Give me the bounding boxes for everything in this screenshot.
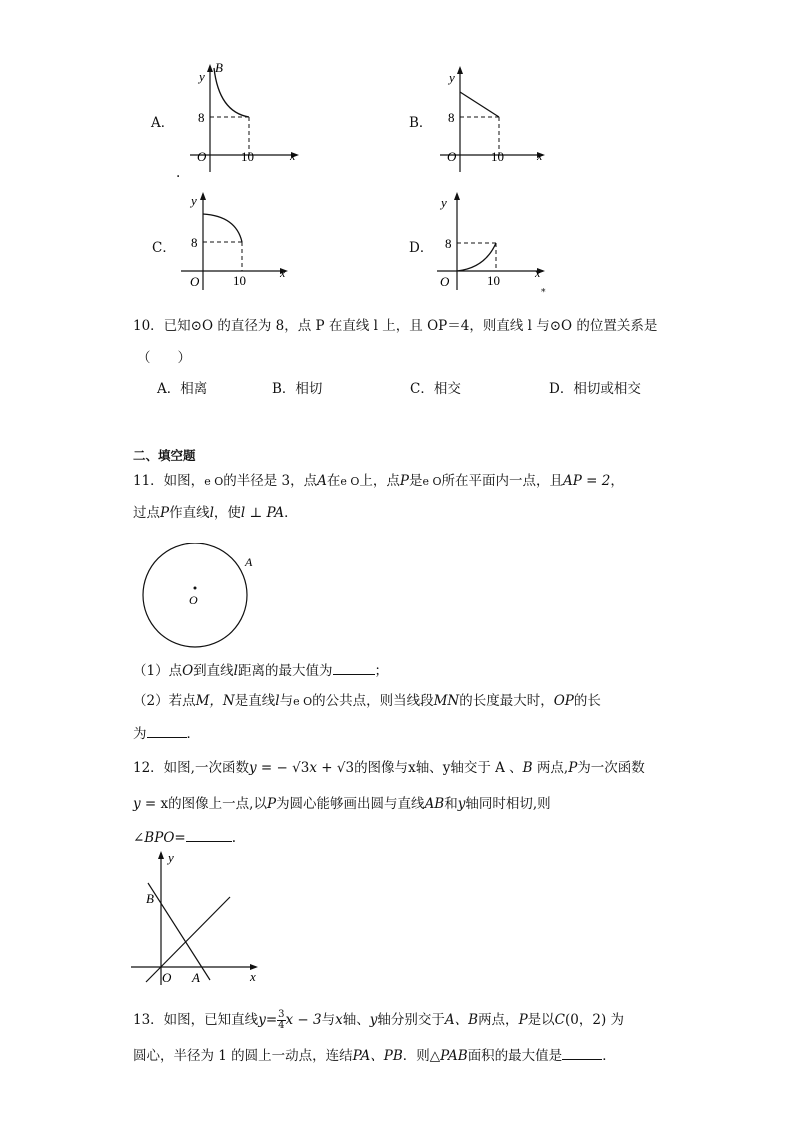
origin-label: O — [190, 274, 200, 289]
q10-choice-d[interactable]: D．相切或相交 — [549, 381, 641, 397]
q10-stem: 10．已知⊙O 的直径为 8，点 P 在直线 l 上，且 OP＝4，则直线 l 与⊙O 的位置关系是 — [133, 318, 658, 334]
q11-line1: 11．如图，e O的半径是 3，点A在e O上，点P是e O所在平面内一点，且AP = 2， — [133, 473, 624, 489]
stray-dot: . — [176, 165, 181, 181]
q10-choice-a[interactable]: A．相离 — [157, 381, 208, 397]
y-tick-label: 8 — [198, 110, 205, 125]
option-a-graph — [185, 60, 305, 180]
q13-line2: 圆心，半径为 1 的圆上一动点，连结PA、PB．则△PAB面积的最大值是 ． — [133, 1045, 616, 1065]
point-a-label: A — [245, 555, 253, 569]
circle-symbol: e O — [293, 695, 313, 708]
center-o-label: O — [189, 593, 198, 607]
option-b-label[interactable]: B． — [409, 115, 433, 131]
axis-y-label: y — [441, 195, 447, 210]
stray-mark: * — [541, 288, 546, 298]
q10-choice-c[interactable]: C．相交 — [410, 381, 461, 397]
q11-sub1: （1）点O到直线l距离的最大值为 ； — [133, 660, 388, 680]
axis-x-label: x — [280, 266, 286, 280]
axis-x-label: x — [537, 149, 543, 163]
q11-sub2: （2）若点M，N是直线l与e O的公共点，则当线段MN的长度最大时，OP的长 — [133, 693, 601, 709]
circle-symbol: e O — [340, 475, 360, 488]
option-d-graph — [435, 186, 555, 296]
origin-label: O — [440, 274, 450, 289]
q10-choice-b[interactable]: B．相切 — [272, 381, 323, 397]
answer-blank[interactable] — [333, 660, 375, 675]
axis-y-label: y — [168, 850, 174, 865]
curve-label: B — [215, 60, 223, 75]
x-tick-label: 10 — [233, 273, 246, 288]
x-tick-label: 10 — [491, 149, 504, 164]
point-a-label: A — [192, 970, 200, 985]
q11-circle-figure — [138, 543, 268, 653]
origin-label: O — [197, 149, 207, 164]
axis-y-label: y — [191, 193, 197, 208]
y-tick-label: 8 — [445, 236, 452, 251]
q13-line1: 13．如图，已知直线y= $\frac{3}{4}$ x − 3与x轴、y轴分别交于A、B两点，P是以C(0，2) 为 — [133, 1009, 625, 1031]
x-tick-label: 10 — [241, 149, 254, 164]
option-b-graph — [435, 60, 555, 180]
answer-blank[interactable] — [186, 827, 232, 842]
section-title: 二、填空题 — [133, 448, 196, 463]
axis-y-label: y — [199, 69, 205, 84]
axis-x-label: x — [535, 266, 541, 280]
option-a-label[interactable]: A． — [151, 115, 175, 131]
circle-symbol: e O — [422, 475, 442, 488]
q12-line3: ∠BPO= . — [133, 827, 236, 847]
point-b-label: B — [146, 891, 154, 906]
option-d-label[interactable]: D． — [409, 240, 434, 256]
answer-blank[interactable] — [147, 723, 187, 738]
y-tick-label: 8 — [448, 110, 455, 125]
q12-figure — [128, 845, 268, 990]
answer-blank[interactable] — [562, 1045, 602, 1060]
q12-line1: 12．如图,一次函数y = − √3x + √3的图像与x轴、y轴交于 A 、B 两点,P为一次函数 — [133, 760, 645, 776]
q10-paren: （ ） — [137, 350, 191, 366]
q11-sub2-cont: 为 ． — [133, 723, 200, 743]
x-tick-label: 10 — [487, 273, 500, 288]
axis-x-label: x — [250, 969, 256, 984]
q12-line2: y = x的图像上一点,以P为圆心能够画出圆与直线AB和y轴同时相切,则 — [133, 796, 551, 812]
axis-x-label: x — [290, 149, 296, 163]
option-c-graph — [178, 186, 298, 296]
fraction: $\frac{3}{4}$ — [278, 1009, 285, 1031]
circle-symbol: e O — [204, 475, 224, 488]
axis-y-label: y — [449, 70, 455, 85]
y-tick-label: 8 — [191, 235, 198, 250]
option-c-label[interactable]: C． — [152, 240, 176, 256]
origin-label: O — [162, 970, 172, 985]
q11-line2: 过点P作直线l，使l ⊥ PA． — [133, 505, 298, 521]
origin-label: O — [447, 149, 457, 164]
